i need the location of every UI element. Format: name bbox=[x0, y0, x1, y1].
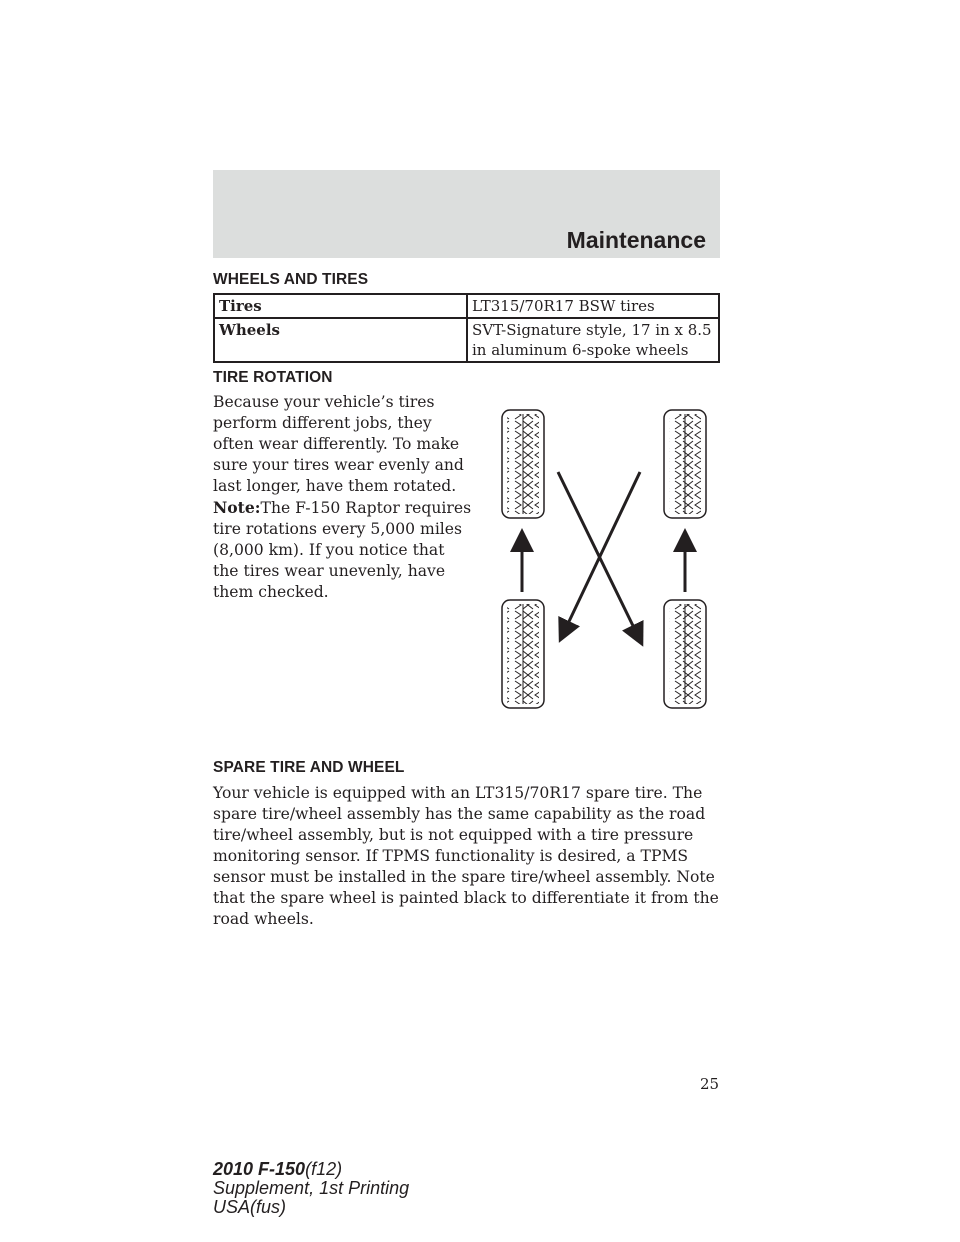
table-cell-label: Wheels bbox=[214, 318, 467, 362]
footer-model-code: (f12) bbox=[305, 1159, 343, 1179]
tire-icon-rear-right bbox=[664, 600, 706, 708]
wheels-tires-heading: WHEELS AND TIRES bbox=[213, 271, 369, 288]
tire-rotation-paragraph bbox=[213, 392, 473, 603]
tire-icon-front-left bbox=[502, 410, 544, 518]
page-number: 25 bbox=[700, 1075, 720, 1093]
table-cell-value: LT315/70R17 BSW tires bbox=[467, 294, 719, 318]
footer-edition: Supplement, 1st Printing bbox=[213, 1178, 410, 1198]
arrow-icon-front-right-to-rear-left bbox=[564, 472, 640, 632]
rotation-text-part-1: Because your vehicle’s tires perform different jobs, they often wear differently. To make sure your tires wear evenly and last longer, have them rotated. bbox=[213, 393, 464, 495]
rotation-text-part-2: The F-150 Raptor requires tire rotations every 5,000 miles (8,000 km). If you notice that the tires wear unevenly, have them checked. bbox=[213, 499, 472, 601]
table-cell-value: SVT-Signature style, 17 in x 8.5 in aluminum 6-spoke wheels bbox=[467, 318, 719, 362]
tire-icon-rear-left bbox=[502, 600, 544, 708]
table-cell-label: Tires bbox=[214, 294, 467, 318]
table-row bbox=[214, 318, 719, 362]
tire-rotation-heading: TIRE ROTATION bbox=[213, 369, 333, 386]
arrow-icon-front-left-to-rear-right bbox=[558, 472, 638, 636]
footer-line-model bbox=[213, 1160, 409, 1179]
footer-line-market bbox=[213, 1198, 409, 1217]
table-row bbox=[214, 294, 719, 318]
note-label: Note: bbox=[213, 498, 261, 517]
footer-market-code: (fus) bbox=[250, 1197, 287, 1217]
footer-block bbox=[213, 1160, 409, 1217]
section-title: Maintenance bbox=[566, 227, 706, 253]
tire-icon-front-right bbox=[664, 410, 706, 518]
spare-tire-paragraph: Your vehicle is equipped with an LT315/70R17 spare tire. The spare tire/wheel assembly has the same capability as the road tire/wheel assembly, but is not equipped with a tire pressure monitoring sensor. If TPMS functionality is desired, a TPMS sensor must be installed in the spare tire/wheel assembly. Note that the spare wheel is painted black to differentiate it from the road wheels. bbox=[213, 784, 719, 928]
spare-tire-heading: SPARE TIRE AND WHEEL bbox=[213, 759, 405, 776]
header-band bbox=[213, 170, 720, 258]
wheels-tires-table bbox=[213, 293, 720, 363]
tire-rotation-diagram bbox=[480, 400, 720, 720]
footer-model: 2010 F-150 bbox=[213, 1159, 306, 1179]
footer-market: USA bbox=[213, 1197, 251, 1217]
